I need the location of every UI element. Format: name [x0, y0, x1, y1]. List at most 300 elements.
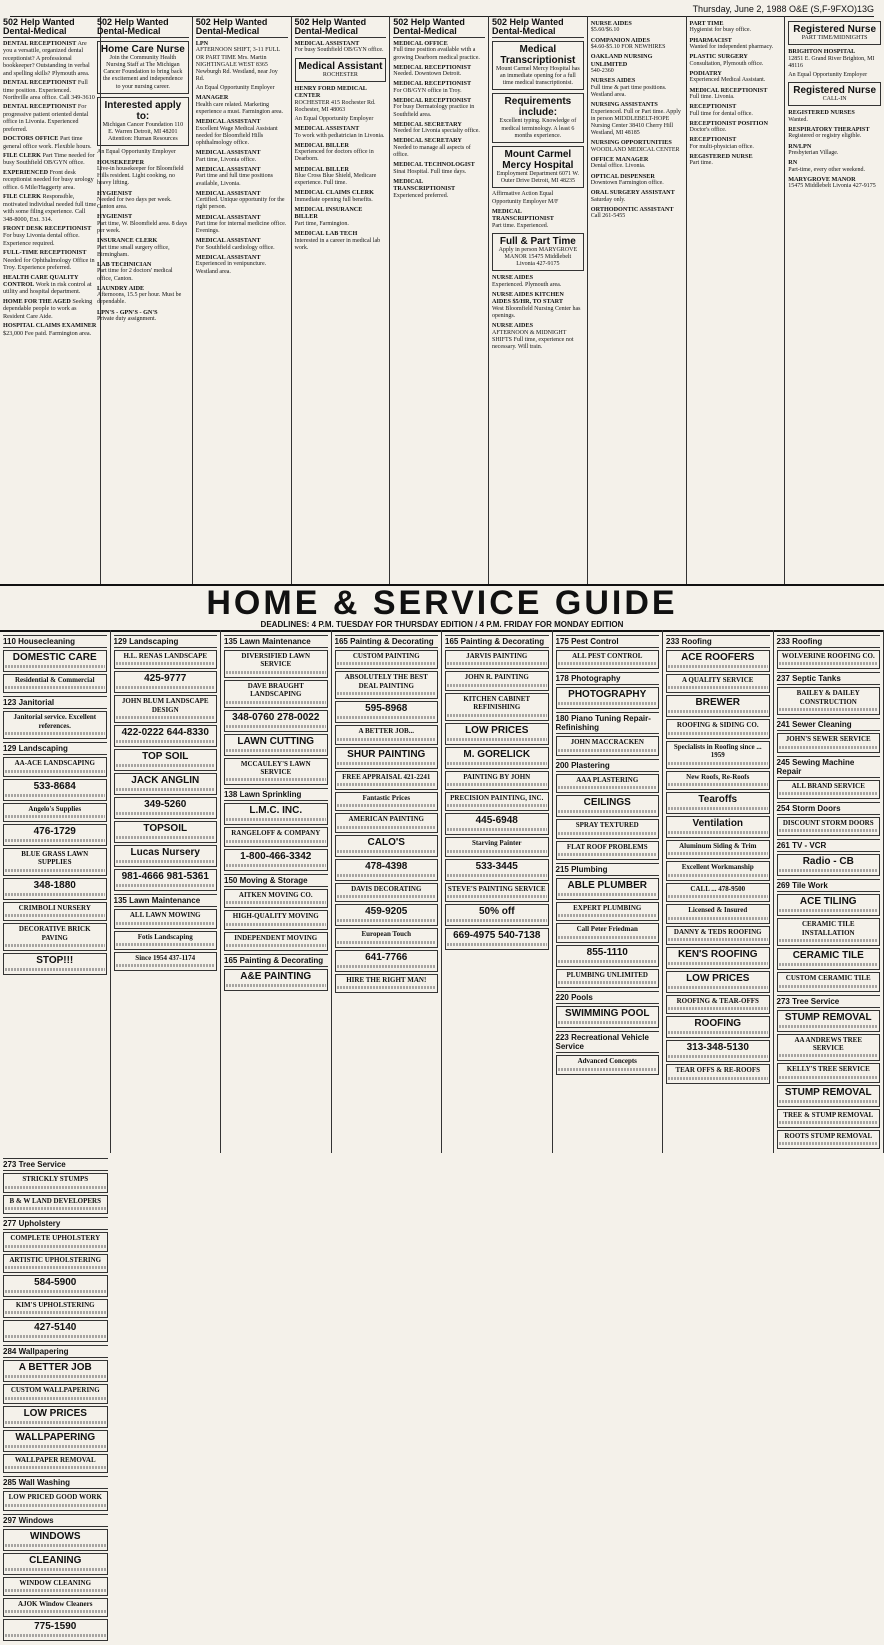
fine-print	[447, 714, 547, 717]
fine-print	[558, 853, 658, 856]
ad-title: HYGIENIST	[97, 213, 189, 220]
service-ad	[114, 821, 218, 843]
fine-print	[5, 1466, 106, 1469]
home-service-guide-banner	[0, 584, 884, 632]
service-ad-text: AA-ACE LANDSCAPING	[5, 759, 105, 767]
classified-ad	[97, 309, 189, 324]
fine-print	[447, 850, 547, 853]
help-wanted-column	[489, 16, 588, 584]
classified-ad	[492, 208, 584, 230]
service-ad	[445, 771, 549, 790]
service-ad-text: KITCHEN CABINET REFINISHING	[447, 695, 547, 712]
service-ad-text: ROOFING & SIDING CO.	[668, 721, 768, 729]
fine-print	[558, 702, 658, 705]
fine-print	[226, 749, 326, 752]
fine-print	[337, 716, 437, 719]
service-column	[111, 630, 222, 1153]
ad-title: RECEPTIONIST POSITION	[690, 120, 782, 127]
classified-ad	[393, 178, 485, 200]
classified-ad	[196, 94, 288, 116]
ad-text: Private duty assignment.	[97, 316, 189, 323]
service-ad	[666, 947, 770, 969]
service-ad	[556, 902, 660, 921]
service-ad	[335, 650, 439, 669]
service-ad	[3, 674, 107, 693]
service-ad-text: KIM'S UPHOLSTERING	[5, 1301, 106, 1309]
ad-title: LPN'S - GPN'S - GN'S	[97, 309, 189, 316]
service-ad	[3, 1454, 108, 1473]
classified-ad	[3, 103, 97, 133]
service-category-heading: 200 Plastering	[556, 759, 660, 772]
ad-title: HYGIENIST	[97, 190, 189, 197]
ad-title: MEDICAL BILLER	[295, 142, 387, 149]
service-ad-text: Radio - CB	[779, 856, 879, 867]
fine-print	[558, 914, 658, 917]
ad-title: LAUNDRY AIDE	[97, 285, 189, 292]
service-category-heading: 135 Lawn Maintenance	[114, 894, 218, 907]
service-ad	[556, 1006, 660, 1028]
service-ad-text: Fantastic Prices	[337, 794, 437, 802]
ad-title: Interested apply to:	[100, 100, 186, 122]
classified-ad	[393, 161, 485, 176]
classified-ad	[788, 48, 881, 70]
classified-ad	[3, 79, 97, 101]
service-ad-text: 425-9777	[116, 673, 216, 684]
service-ad	[777, 1063, 881, 1082]
column-heading: 502 Help Wanted Dental-Medical	[295, 18, 387, 38]
service-ad-text: 595-8968	[337, 703, 437, 714]
fine-print	[558, 1021, 658, 1024]
fine-print	[337, 895, 437, 898]
service-ad	[445, 650, 549, 669]
service-ad	[445, 813, 549, 835]
ad-text: Part time, Farmington.	[295, 221, 387, 228]
service-ad	[777, 894, 881, 916]
service-category-heading: 123 Janitorial	[3, 696, 107, 709]
fine-print	[337, 941, 437, 944]
service-ad	[777, 1109, 881, 1128]
classified-ad	[690, 136, 782, 151]
service-ad	[224, 758, 328, 786]
ad-title: MARYGROVE MANOR	[788, 176, 881, 183]
ad-title: LAB TECHNICIAN	[97, 261, 189, 268]
service-ad-text: ALL LAWN MOWING	[116, 911, 216, 919]
fine-print	[337, 762, 437, 765]
help-wanted-column	[292, 16, 391, 584]
fine-print	[779, 985, 879, 988]
service-ad-text: JOHN'S SEWER SERVICE	[779, 735, 879, 743]
service-ad-text: ROOTS STUMP REMOVAL	[779, 1132, 879, 1140]
ad-text: Wanted.	[788, 117, 881, 124]
classified-ad	[196, 237, 288, 252]
service-ad	[777, 1130, 881, 1149]
ad-title: RN	[788, 159, 881, 166]
ad-text: West Bloomfield Nursing Center has openings.	[492, 306, 584, 320]
fine-print	[558, 810, 658, 813]
service-ad-text: CERAMIC TILE	[779, 950, 879, 961]
service-ad	[777, 780, 881, 799]
service-ad	[114, 845, 218, 867]
classified-ad	[3, 193, 97, 223]
service-ad	[445, 723, 549, 745]
fine-print	[779, 1025, 879, 1028]
service-ad-text: 50% off	[447, 906, 547, 917]
service-ad-text: BREWER	[668, 697, 768, 708]
fine-print	[558, 832, 658, 835]
service-ad-text: BLUE GRASS LAWN SUPPLIES	[5, 850, 105, 867]
service-ad	[666, 971, 770, 993]
service-ad	[3, 779, 107, 801]
classified-ad	[3, 322, 97, 337]
ad-text: Health care related. Marketing experience a must. Farmington area.	[196, 102, 288, 116]
classified-ad	[788, 143, 881, 158]
ad-title: MEDICAL TECHNOLOGIST	[393, 161, 485, 168]
ad-text: 540-2360	[591, 68, 683, 75]
service-ad-text: TEAR OFFS & RE-ROOFS	[668, 1066, 768, 1074]
classified-ad	[690, 70, 782, 85]
service-ad-text: 775-1590	[5, 1621, 106, 1632]
ad-title: MEDICAL SECRETARY	[393, 121, 485, 128]
service-ad-text: TREE & STUMP REMOVAL	[779, 1111, 879, 1119]
classified-ad	[591, 101, 683, 137]
ad-text: For Southfield cardiology office.	[196, 245, 288, 252]
ad-title: DOCTORS OFFICE	[3, 135, 58, 142]
classified-ad	[591, 37, 683, 52]
classified-ad	[393, 80, 485, 95]
service-ad	[777, 972, 881, 991]
classified-ad	[591, 139, 683, 154]
service-ad-text: 981-4666 981-5361	[116, 871, 216, 882]
classified-ad	[492, 322, 584, 351]
service-ad	[777, 918, 881, 946]
classified-ad	[3, 298, 97, 320]
service-ad-text: ACE TILING	[779, 896, 879, 907]
service-ad	[3, 1254, 108, 1273]
service-category-heading: 277 Upholstery	[3, 1217, 108, 1230]
service-category-heading: 284 Wallpapering	[3, 1345, 108, 1358]
fine-print	[226, 923, 326, 926]
fine-print	[337, 804, 437, 807]
ad-text: CALL-IN	[791, 96, 878, 103]
fine-print	[226, 901, 326, 904]
service-category-heading: 241 Sewer Cleaning	[777, 718, 881, 731]
service-ad	[666, 1016, 770, 1038]
ad-text: Michigan Cancer Foundation 110 E. Warren Detroit, MI 48201 Attention: Human Resources	[100, 122, 186, 144]
service-category-heading: 150 Moving & Storage	[224, 874, 328, 887]
service-ad	[224, 910, 328, 929]
help-wanted-column	[785, 16, 884, 584]
service-ad-text: SWIMMING POOL	[558, 1008, 658, 1019]
help-wanted-column	[94, 16, 193, 584]
classified-ad	[196, 190, 288, 212]
fine-print	[5, 665, 105, 668]
service-ad	[335, 725, 439, 744]
service-ad	[114, 773, 218, 795]
ad-text: Part-time, every other weekend.	[788, 167, 881, 174]
service-ad	[666, 650, 770, 672]
service-ad	[445, 928, 549, 950]
service-ad	[3, 902, 107, 921]
classified-ad	[3, 274, 97, 296]
service-ad-text: 476-1729	[5, 826, 105, 837]
ad-title: BRIGHTON HOSPITAL	[788, 48, 881, 55]
fine-print	[779, 829, 879, 832]
fine-print	[5, 1568, 106, 1571]
service-column	[553, 630, 664, 1153]
service-ad	[224, 650, 328, 678]
fine-print	[337, 662, 437, 665]
classified-ad	[690, 53, 782, 68]
fine-print	[668, 710, 768, 713]
classified-ad	[591, 20, 683, 35]
fine-print	[558, 960, 658, 963]
ad-title: RN/LPN	[788, 143, 881, 150]
service-ad-text: JOHN MACCRACKEN	[558, 738, 658, 746]
service-column	[332, 630, 443, 1153]
service-ad	[3, 1430, 108, 1452]
fine-print	[5, 1290, 106, 1293]
service-ad-text: Tearoffs	[668, 794, 768, 805]
service-category-heading: 165 Painting & Decorating	[224, 954, 328, 967]
fine-print	[779, 792, 879, 795]
classified-ad	[295, 116, 387, 123]
classified-ad	[295, 142, 387, 164]
service-ad-text: JOHN R. PAINTING	[447, 673, 547, 681]
service-ad	[556, 969, 660, 988]
service-ad-text: WINDOW CLEANING	[5, 1579, 106, 1587]
service-category-heading: 215 Plumbing	[556, 863, 660, 876]
ad-text: Experienced. Plymouth area.	[492, 282, 584, 289]
service-ad	[3, 1173, 108, 1192]
service-ad	[3, 953, 107, 975]
service-ad-text: CUSTOM CERAMIC TILE	[779, 974, 879, 982]
service-ad-text: EXPERT PLUMBING	[558, 904, 658, 912]
fine-print	[337, 692, 437, 695]
classified-ad	[788, 21, 881, 45]
classified-ad	[196, 85, 288, 92]
service-ad-text: WALLPAPER REMOVAL	[5, 1456, 106, 1464]
ad-title: HENRY FORD MEDICAL CENTER	[295, 85, 387, 100]
classified-ad	[492, 93, 584, 143]
service-column	[663, 630, 774, 1153]
service-ad-text: Call Peter Friedman	[558, 925, 658, 933]
service-ad-text: LOW PRICES	[447, 725, 547, 736]
classified-ad	[492, 41, 584, 91]
fine-print	[447, 895, 547, 898]
ad-text: Live-in housekeeper for Bloomfield Hills resident. Light cooking, no heavy lifting.	[97, 166, 189, 188]
service-ad	[445, 859, 549, 881]
service-ad-text: 669-4975 540-7138	[447, 930, 547, 941]
fine-print	[337, 919, 437, 922]
service-ad	[3, 923, 107, 951]
classified-ad	[295, 230, 387, 252]
classified-ad	[690, 153, 782, 168]
classified-ad	[492, 191, 584, 205]
fine-print	[226, 725, 326, 728]
classified-ad	[788, 159, 881, 174]
service-category-heading: 223 Recreational Vehicle Service	[556, 1031, 660, 1053]
fine-print	[447, 783, 547, 786]
fine-print	[337, 965, 437, 968]
service-ad	[3, 757, 107, 776]
ad-text: 15475 Middlebelt Livonia 427-9175	[788, 183, 881, 190]
service-ad-text: STUMP REMOVAL	[779, 1012, 879, 1023]
column-heading: 502 Help Wanted Dental-Medical	[196, 18, 288, 38]
help-wanted-column	[193, 16, 292, 584]
ad-title: OAKLAND NURSING UNLIMITED	[591, 53, 683, 68]
ad-title: MEDICAL BILLER	[295, 166, 387, 173]
service-ad	[114, 695, 218, 723]
fine-print	[116, 964, 216, 967]
ad-title: FILE CLERK	[3, 193, 41, 200]
service-ad-text: 422-0222 644-8330	[116, 727, 216, 738]
ad-title: PHARMACIST	[690, 37, 782, 44]
fine-print	[5, 1207, 106, 1210]
service-ad	[3, 1275, 108, 1297]
fine-print	[779, 662, 879, 665]
classified-ad	[97, 237, 189, 259]
fine-print	[668, 1077, 768, 1080]
service-ad-text: WINDOWS	[5, 1531, 106, 1542]
service-ad-text: 313-348-5130	[668, 1042, 768, 1053]
classified-ad	[690, 103, 782, 118]
classified-ad	[393, 137, 485, 159]
ad-text: Seeking dependable people to work as Resident Care Aide.	[3, 298, 92, 320]
service-ad-text: DECORATIVE BRICK PAVING	[5, 925, 105, 942]
ad-title: MEDICAL LAB TECH	[295, 230, 387, 237]
ad-title: Registered Nurse	[791, 24, 878, 35]
fine-print	[779, 1076, 879, 1079]
fine-print	[668, 665, 768, 668]
service-ad-text: STUMP REMOVAL	[779, 1087, 879, 1098]
service-ad	[3, 878, 107, 900]
ad-text: Part time, Livonia office.	[196, 157, 288, 164]
fine-print	[116, 764, 216, 767]
ad-title: RECEPTIONIST	[690, 103, 782, 110]
service-ad-text: LOW PRICED GOOD WORK	[5, 1493, 106, 1501]
service-category-heading: 273 Tree Service	[777, 995, 881, 1008]
service-ad-text: CALO'S	[337, 837, 437, 848]
service-ad	[3, 1384, 108, 1403]
service-ad-text: FREE APPRAISAL 421-2241	[337, 773, 437, 781]
classified-ad	[295, 40, 387, 55]
service-ad-text: New Roofs, Re-Roofs	[668, 773, 768, 781]
fine-print	[226, 818, 326, 821]
ad-text: 12851 E. Grand River Brighton, MI 48116	[788, 56, 881, 70]
classified-ad	[393, 64, 485, 79]
classified-ad	[393, 97, 485, 119]
ad-title: FRONT DESK RECEPTIONIST	[3, 225, 91, 232]
service-category-heading: 233 Roofing	[666, 635, 770, 648]
ad-title: DENTAL RECEPTIONIST	[3, 79, 76, 86]
fine-print	[558, 662, 658, 665]
service-ad-text: SHUR PAINTING	[337, 749, 437, 760]
service-category-heading: 135 Lawn Maintenance	[224, 635, 328, 648]
service-ad	[777, 854, 881, 876]
column-heading: 502 Help Wanted Dental-Medical	[393, 18, 485, 38]
service-column	[221, 630, 332, 1153]
service-ad	[556, 878, 660, 900]
service-ad	[335, 671, 439, 699]
service-column	[442, 630, 553, 1153]
ad-title: Medical Assistant	[298, 61, 384, 72]
service-ad	[445, 904, 549, 926]
ad-text: An Equal Opportunity Employer	[295, 116, 387, 123]
fine-print	[779, 746, 879, 749]
fine-print	[226, 984, 326, 987]
ad-title: MEDICAL ASSISTANT	[196, 166, 288, 173]
ad-text: Experienced. Full or Part time. Apply in person MIDDLEBELT-HOPE Nursing Center 38410 Cherry Hill Westland, MI 48185	[591, 109, 683, 138]
classified-ad	[788, 109, 881, 124]
fine-print	[5, 1245, 106, 1248]
service-ad-text: AITKEN MOVING CO.	[226, 891, 326, 899]
service-ad-text: 533-8684	[5, 781, 105, 792]
service-ad-text: HIRE THE RIGHT MAN!	[337, 976, 437, 984]
fine-print	[668, 686, 768, 689]
classified-ad	[690, 37, 782, 52]
ad-text: Needed for Ophthalmology Office in Troy. Experience preferred.	[3, 257, 95, 271]
ad-title: NURSE AIDES	[492, 274, 584, 281]
ad-title: MEDICAL SECRETARY	[393, 137, 485, 144]
ad-title: PART TIME	[690, 20, 782, 27]
service-ad	[114, 725, 218, 747]
ad-text: Interested in a career in medical lab work.	[295, 238, 387, 252]
service-ad-text: CRIMBOLI NURSERY	[5, 904, 105, 912]
ad-title: Medical Transcriptionist	[495, 44, 581, 66]
fine-print	[779, 869, 879, 872]
fine-print	[779, 1100, 879, 1103]
page-code: (S,F-9FXO)13G	[810, 4, 874, 14]
fine-print	[447, 738, 547, 741]
fine-print	[558, 786, 658, 789]
column-heading: 502 Help Wanted Dental-Medical	[492, 18, 584, 38]
fine-print	[779, 939, 879, 942]
service-ad-text: PLUMBING UNLIMITED	[558, 971, 658, 979]
ad-title: MEDICAL ASSISTANT	[295, 40, 387, 47]
help-wanted-column	[588, 16, 687, 584]
classified-ad	[788, 126, 881, 141]
service-ad-text: PRECISION PAINTING, INC.	[447, 794, 547, 802]
fine-print	[668, 852, 768, 855]
service-ad	[445, 671, 549, 690]
service-ad-text: JOHN BLUM LANDSCAPE DESIGN	[116, 697, 216, 714]
service-ad	[666, 904, 770, 923]
fine-print	[5, 732, 105, 735]
ad-text: An Equal Opportunity Employer	[788, 72, 881, 79]
service-ad-text: INDEPENDENT MOVING	[226, 934, 326, 942]
classified-ad	[196, 40, 288, 83]
ad-title: MEDICAL ASSISTANT	[295, 125, 387, 132]
ad-title: MEDICAL ASSISTANT	[196, 190, 288, 197]
service-ad	[666, 1064, 770, 1083]
ad-text: $23,000 Fee paid. Farmington area.	[3, 330, 91, 337]
ad-text: Part time and full time positions available, Livonia.	[196, 173, 288, 187]
ad-text: Full time position available with a growing Dearborn medical practice.	[393, 47, 485, 61]
fine-print	[116, 716, 216, 719]
ad-title: MEDICAL ASSISTANT	[196, 237, 288, 244]
ad-text: $4.60-$5.10 FOR NEWHIRES	[591, 44, 683, 51]
ad-title: FULL-TIME RECEPTIONIST	[3, 249, 86, 256]
service-category-heading: 285 Wall Washing	[3, 1476, 108, 1489]
service-ad	[3, 1553, 108, 1575]
service-ad	[114, 931, 218, 950]
service-ad-text: 427-5140	[5, 1322, 106, 1333]
ad-text: Hygienist for busy office.	[690, 27, 782, 34]
ad-text: ROCHESTER 415 Rochester Rd. Rochester, MI 48063	[295, 100, 387, 114]
ad-text: Responsible, motivated individual needed full time with some filing experience. Call 348-8000, Ext. 314.	[3, 193, 96, 222]
service-ad-text: AAA PLASTERING	[558, 776, 658, 784]
service-ad	[114, 650, 218, 669]
